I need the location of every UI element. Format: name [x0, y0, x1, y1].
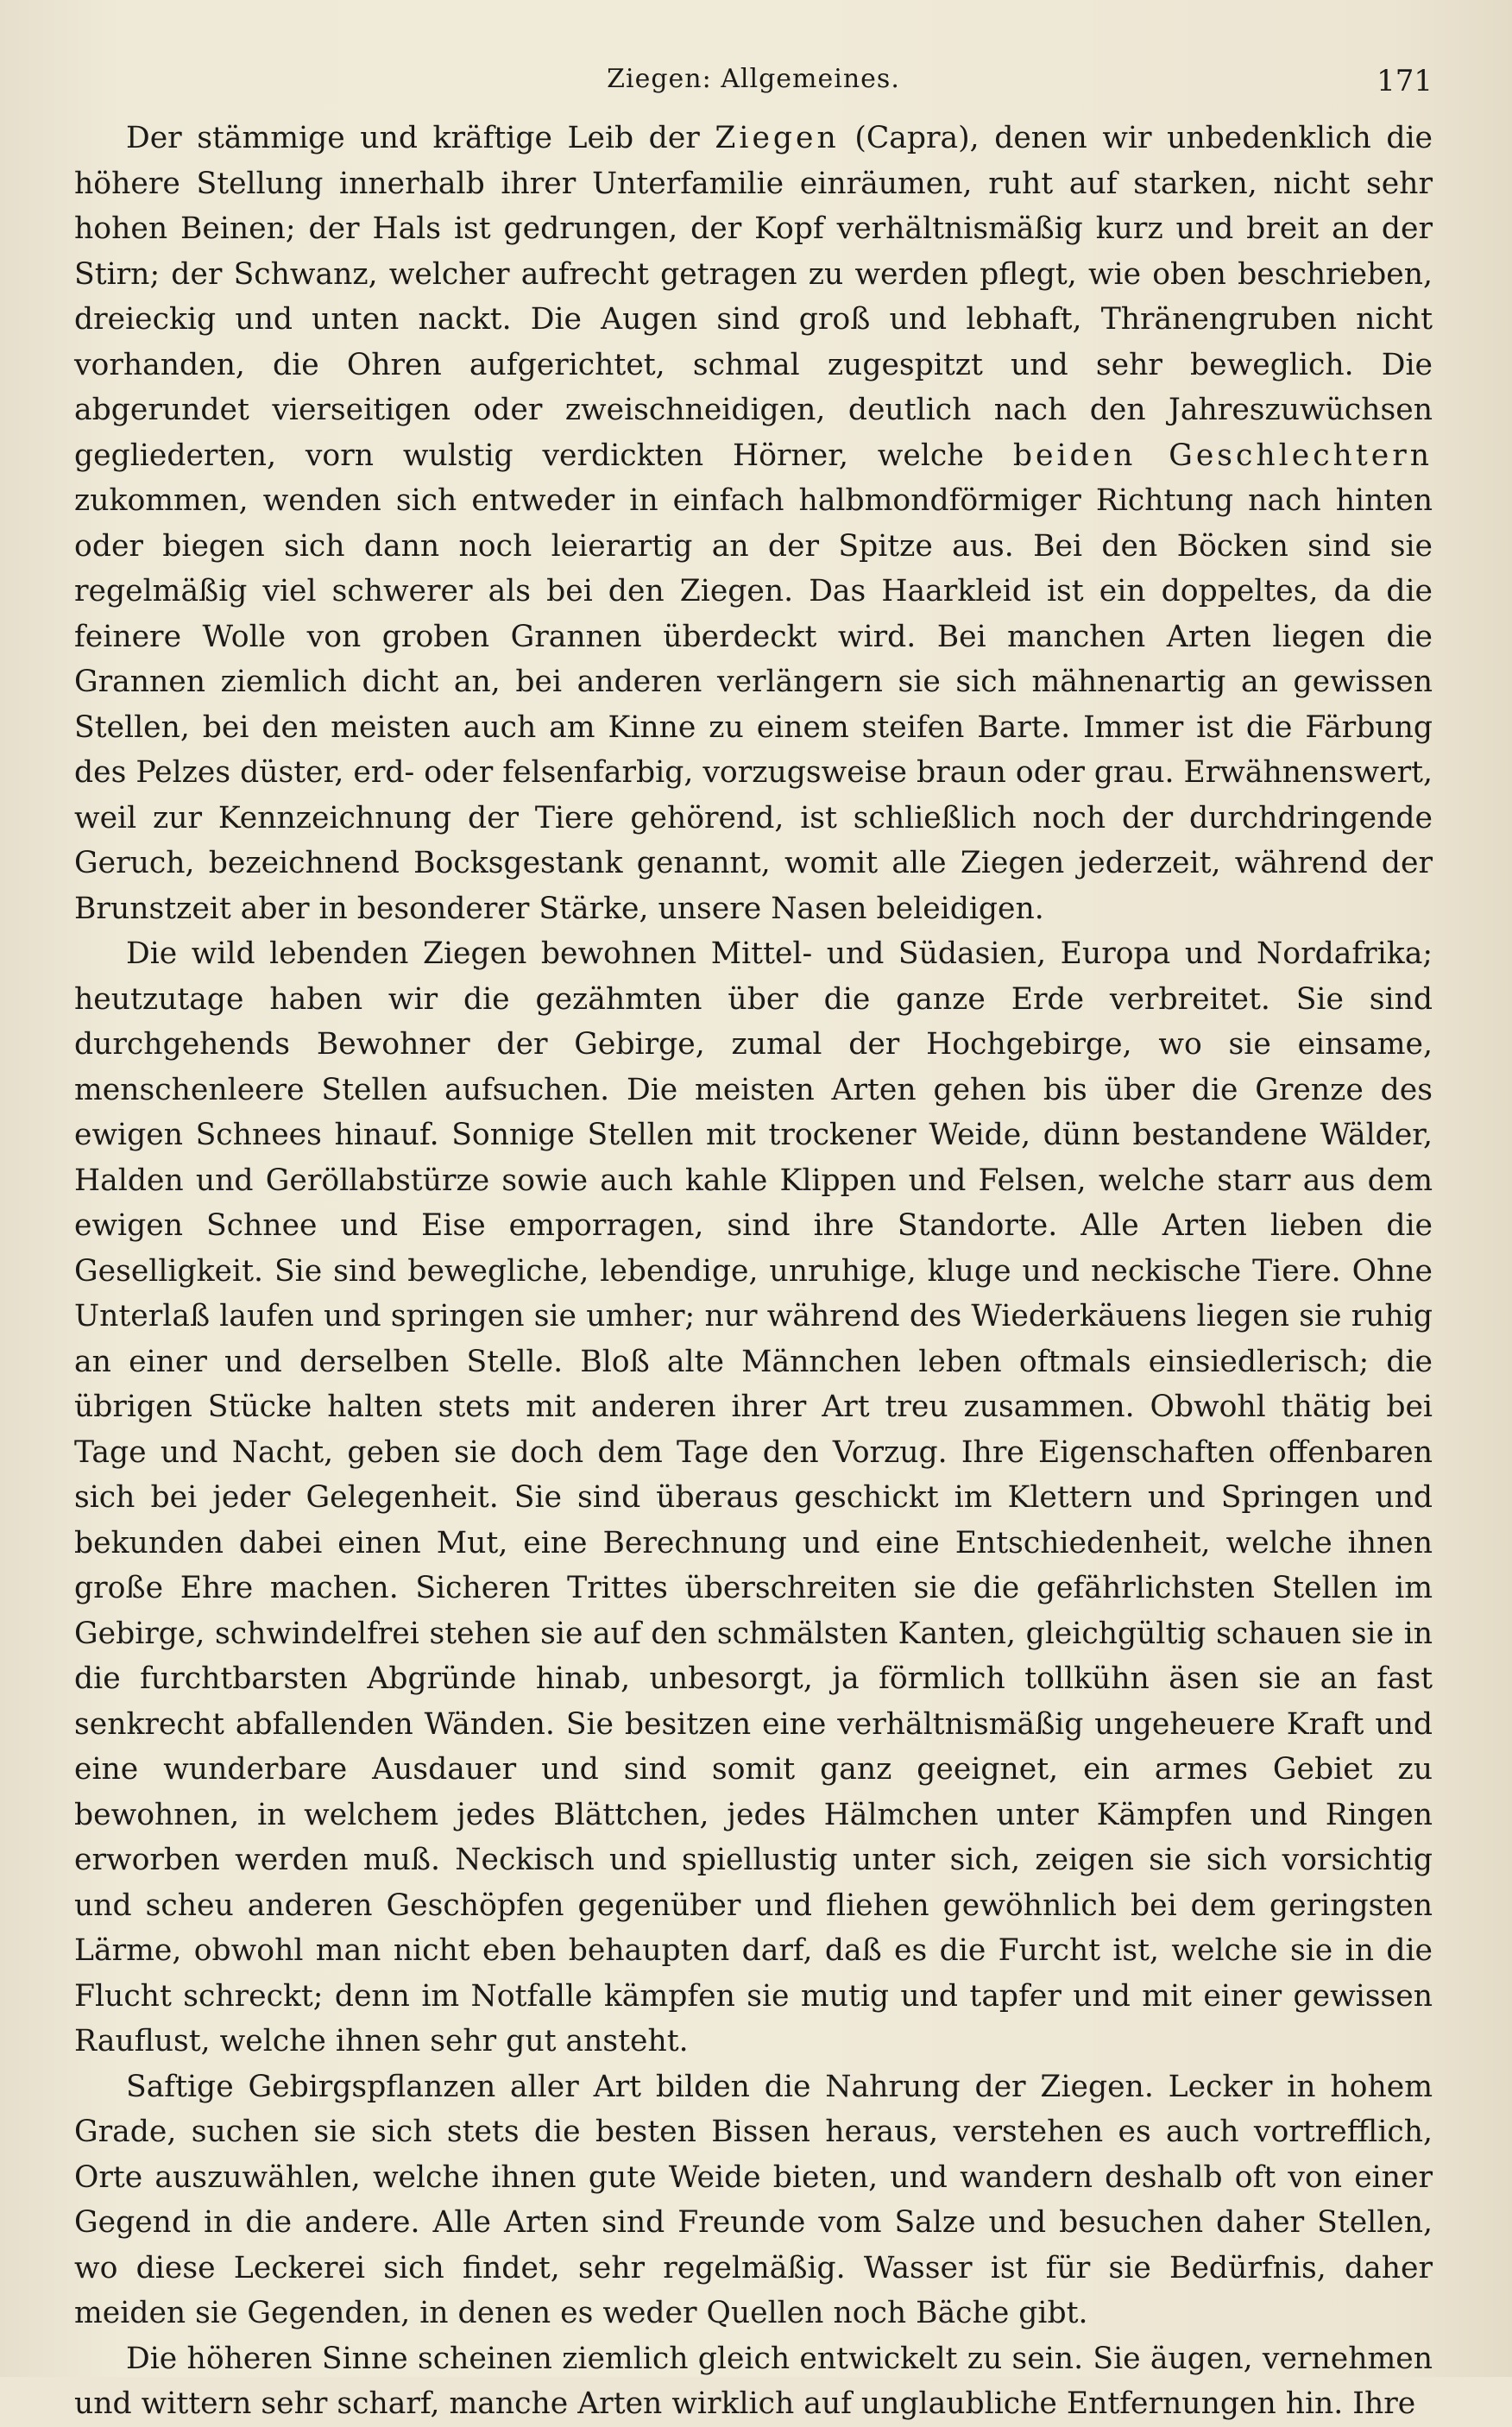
paragraph-habitat: Die wild lebenden Ziegen bewohnen Mittel- und Südasien, Europa und Nordafrika; heutzutage haben wir die gezähmten über die ganze Erde verbreitet. Sie sind durchgehends Bewohner der Gebirge, zumal der Hochgebirge, wo sie einsame, menschenleere Stellen aufsuchen. Die meisten Arten gehen bis über die Grenze des ewigen Schnees hinauf. Sonnige Stellen mit trockener Weide, dünn bestandene Wälder, Halden und Geröllabstürze sowie auch kahle Klippen und Felsen, welche starr aus dem ewigen Schnee und Eise emporragen, sind ihre Standorte. Alle Arten lieben die Geselligkeit. Sie sind bewegliche, lebendige, unruhige, kluge und neckische Tiere. Ohne Unterlaß laufen und springen sie umher; nur während des Wiederkäuens liegen sie ruhig an einer und derselben Stelle. Bloß alte Männchen leben oftmals einsiedlerisch; die übrigen Stücke halten stets mit anderen ihrer Art treu zusammen. Obwohl thätig bei Tage und Nacht, geben sie doch dem Tage den Vorzug. Ihre Eigenschaften offenbaren sich bei jeder Gelegenheit. Sie sind überaus geschickt im Klettern und Springen und bekunden dabei einen Mut, eine Berechnung und eine Entschiedenheit, welche ihnen große Ehre machen. Sicheren Trittes überschreiten sie die gefährlichsten Stellen im Gebirge, schwindelfrei stehen sie auf den schmälsten Kanten, gleichgültig schauen sie in die furchtbarsten Abgründe hinab, unbesorgt, ja förmlich tollkühn äsen sie an fast senkrecht abfallenden Wänden. Sie besitzen eine verhältnismäßig ungeheuere Kraft und eine wunderbare Ausdauer und sind somit ganz geeignet, ein armes Gebiet zu bewohnen, in welchem jedes Blättchen, jedes Hälmchen unter Kämpfen und Ringen erworben werden muß. Neckisch und spiellustig unter sich, zeigen sie sich vorsichtig und scheu anderen Geschöpfen gegenüber und fliehen gewöhnlich bei dem geringsten Lärme, obwohl man nicht eben behaupten darf, daß es die Furcht ist, welche sie in die Flucht schreckt; denn im Notfalle kämpfen sie mutig und tapfer und mit einer gewissen Rauflust, welche ihnen sehr gut ansteht.	[74, 936, 1433, 2058]
paragraph-nutrition: Saftige Gebirgspflanzen aller Art bilden die Nahrung der Ziegen. Lecker in hohem Grade, suchen sie sich stets die besten Bissen heraus, verstehen es auch vortrefflich, Orte auszuwählen, welche ihnen gute Weide bieten, und wandern deshalb oft von einer Gegend in die andere. Alle Arten sind Freunde vom Salze und besuchen daher Stellen, wo diese Leckerei sich findet, sehr regelmäßig. Wasser ist für sie Bedürfnis, daher meiden sie Gegenden, in denen es weder Quellen noch Bäche gibt.	[74, 2069, 1433, 2330]
running-header	[74, 52, 1433, 116]
running-title: Ziegen: Allgemeines.	[607, 64, 900, 94]
page-number: 171	[1377, 64, 1433, 98]
paragraph-senses: Die höheren Sinne scheinen ziemlich gleich entwickelt zu sein. Sie äugen, vernehmen und wittern sehr scharf, manche Arten wirklich auf unglaubliche Entfernungen hin. Ihre	[74, 2341, 1433, 2421]
paragraph-general-description: Der stämmige und kräftige Leib der Ziegen (Capra), denen wir unbedenklich die höhere Stellung innerhalb ihrer Unterfamilie einräumen, ruht auf starken, nicht sehr hohen Beinen; der Hals ist gedrungen, der Kopf verhältnismäßig kurz und breit an der Stirn; der Schwanz, welcher aufrecht getragen zu werden pflegt, wie oben beschrieben, dreieckig und unten nackt. Die Augen sind groß und lebhaft, Thränengruben nicht vorhanden, die Ohren aufgerichtet, schmal zugespitzt und sehr beweglich. Die abgerundet vierseitigen oder zweischneidigen, deutlich nach den Jahreszuwüchsen gegliederten, vorn wulstig verdickten Hörner, welche beiden Geschlechtern zukommen, wenden sich entweder in einfach halbmondförmiger Richtung nach hinten oder biegen sich dann noch leierartig an der Spitze aus. Bei den Böcken sind sie regelmäßig viel schwerer als bei den Ziegen. Das Haarkleid ist ein doppeltes, da die feinere Wolle von groben Grannen überdeckt wird. Bei manchen Arten liegen die Grannen ziemlich dicht an, bei anderen verlängern sie sich mähnenartig an gewissen Stellen, bei den meisten auch am Kinne zu einem steifen Barte. Immer ist die Färbung des Pelzes düster, erd- oder felsenfarbig, vorzugsweise braun oder grau. Erwähnenswert, weil zur Kennzeichnung der Tiere gehörend, ist schließlich noch der durchdringende Geruch, bezeichnend Bocksgestank genannt, womit alle Ziegen jederzeit, während der Brunstzeit aber in besonderer Stärke, unsere Nasen beleidigen.	[74, 121, 1433, 926]
emphasis-beiden-geschlechtern: beiden Geschlechtern	[1012, 438, 1433, 473]
body-text	[74, 116, 1433, 2427]
emphasis-ziegen: Ziegen	[715, 121, 840, 155]
